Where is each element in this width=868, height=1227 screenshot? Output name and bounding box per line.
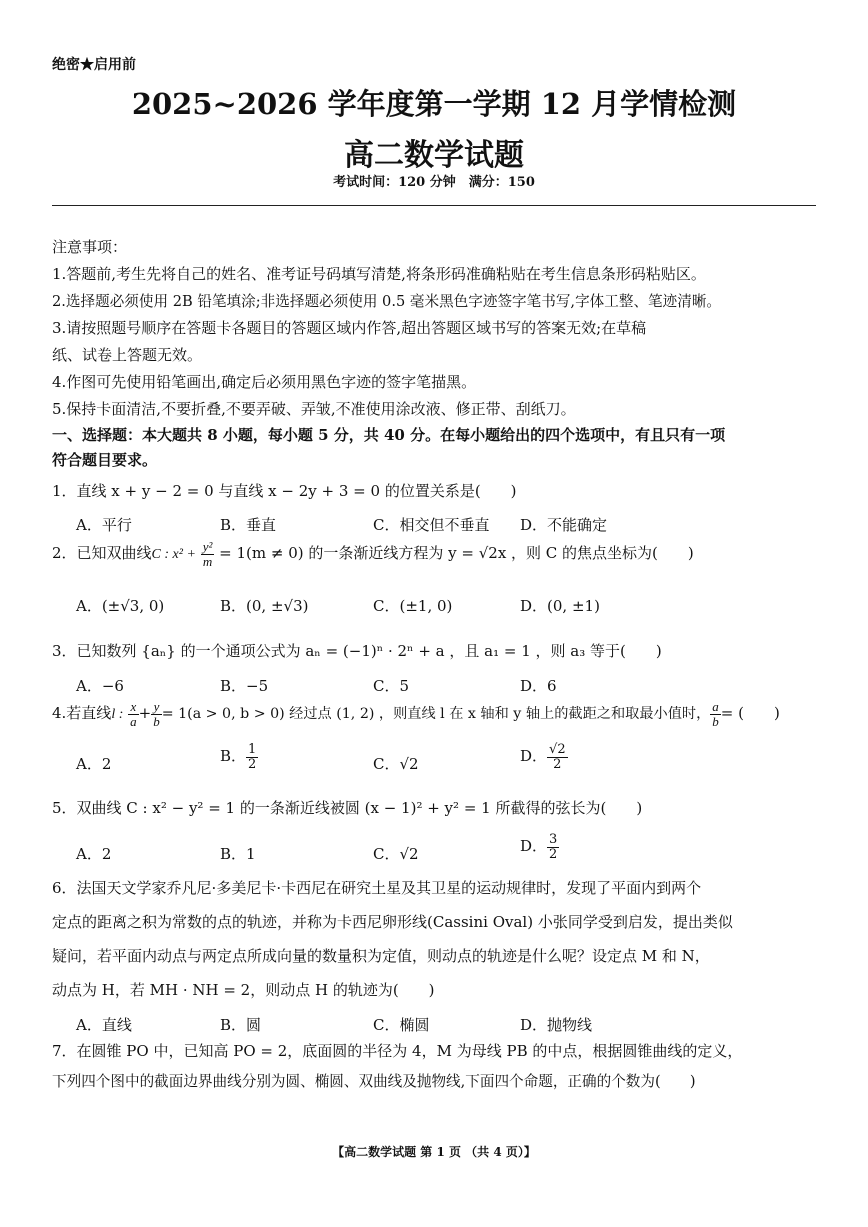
- section-heading-cont: 符合题目要求。: [52, 451, 158, 469]
- exam-title: 2025~2026 学年度第一学期 12 月学情检测: [131, 87, 737, 121]
- q5-option-d-label: D．: [520, 837, 548, 856]
- q4-option-c: C．√2: [373, 755, 419, 773]
- q5-option-b: B．1: [220, 845, 256, 863]
- question-3: 3．已知数列 {aₙ} 的一个通项公式为 aₙ = (−1)ⁿ · 2ⁿ + a ，且 a₁ = 1 ，则 a₃ 等于( ): [52, 642, 662, 660]
- q4-f2-den: b: [153, 713, 160, 729]
- q4-b-den: 2: [248, 756, 257, 772]
- q4-f2-num: y: [151, 700, 162, 715]
- notice-item: 1.答题前,考生先将自己的姓名、准考证号码填写清楚,将条形码准确粘贴在考生信息条形码粘贴区。: [52, 265, 706, 283]
- q4-option-d: [520, 743, 568, 771]
- q4-plus: +: [138, 704, 152, 723]
- q5-d-den: 2: [549, 846, 558, 862]
- q5-option-c: C．√2: [373, 845, 419, 863]
- q2-frac-num: y²: [202, 539, 213, 554]
- q4-option-d-label: D．: [520, 747, 548, 766]
- question-2: [52, 540, 694, 568]
- notice-item: 2.选择题必须使用 2B 铅笔填涂;非选择题必须使用 0.5 毫米黑色字迹签字笔书写,字体工整、笔迹清晰。: [52, 293, 722, 310]
- notice-item: 5.保持卡面清洁,不要折叠,不要弄破、弄皱,不准使用涂改液、修正带、刮纸刀。: [52, 400, 576, 418]
- q4-b-num: 1: [248, 742, 257, 757]
- exam-subject-title: 高二数学试题: [344, 138, 524, 173]
- q2-suffix: = 1(m ≠ 0) 的一条渐近线方程为 y = √2x ，则 C 的焦点坐标为( ): [219, 544, 694, 563]
- q4-d-den: 2: [553, 756, 562, 772]
- q2-option-b: B．(0, ±√3): [220, 597, 309, 615]
- q4-f3-num: a: [712, 699, 719, 714]
- q6-option-d: D．抛物线: [520, 1016, 593, 1034]
- question-6-line: 疑问，若平面内动点与两定点所成向量的数量积为定值，则动点的轨迹是什么呢？设定点 M 和 N，: [52, 947, 710, 965]
- page-footer: 【高二数学试题 第 1 页 （共 4 页）】: [332, 1145, 536, 1159]
- q2-option-d: D．(0, ±1): [520, 597, 600, 615]
- q4-line-label: l :: [111, 707, 124, 723]
- q4-prefix: 4.若直线: [52, 704, 112, 723]
- q1-option-c: C．相交但不垂直: [373, 516, 490, 534]
- question-7-line: 7．在圆锥 PO 中，已知高 PO = 2，底面圆的半径为 4，M 为母线 PB 的中点，根据圆锥曲线的定义，: [52, 1042, 743, 1060]
- q6-option-a: A．直线: [76, 1016, 132, 1034]
- q6-option-c: C．椭圆: [373, 1016, 430, 1034]
- q5-option-a: A．2: [76, 845, 112, 863]
- q4-option-d-fraction: [547, 743, 568, 771]
- q3-option-d: D．6: [520, 677, 557, 695]
- q2-option-c: C．(±1, 0): [373, 597, 453, 615]
- q2-frac-den: m: [202, 553, 213, 569]
- notice-item: 纸、试卷上答题无效。: [52, 346, 203, 364]
- q5-option-d-fraction: [547, 833, 559, 861]
- notice-item: 3.请按照题号顺序在答题卡各题目的答题区域内作答,超出答题区域书写的答案无效;在草稿: [52, 319, 647, 337]
- q5-d-num: 3: [549, 832, 558, 847]
- notice-item: 4.作图可先使用铅笔画出,确定后必须用黑色字迹的签字笔描黑。: [52, 373, 477, 391]
- q1-option-b: B．垂直: [220, 516, 277, 534]
- q4-middle: = 1(a > 0, b > 0) 经过点 (1, 2) ，则直线 l 在 x 轴和 y 轴上的截距之和取最小值时，: [161, 706, 711, 723]
- question-6-line: 动点为 H，若 MH · NH = 2，则动点 H 的轨迹为( ): [52, 981, 435, 999]
- question-4: [52, 700, 780, 728]
- exam-meta: 考试时间：120 分钟 满分：150: [333, 175, 535, 190]
- question-7-line: 下列四个图中的截面边界曲线分别为圆、椭圆、双曲线及抛物线,下面四个命题，正确的个数为( ): [52, 1073, 696, 1090]
- q1-option-d: D．不能确定: [520, 516, 608, 534]
- q4-fraction-y-b: [151, 700, 162, 728]
- q2-option-a: A．(±√3, 0): [76, 597, 165, 615]
- question-1: 1．直线 x + y − 2 = 0 与直线 x − 2y + 3 = 0 的位置关系是( ): [52, 482, 517, 500]
- q4-option-b: [220, 743, 258, 771]
- q4-option-b-label: B．: [220, 747, 247, 766]
- section-heading: 一、选择题：本大题共 8 小题，每小题 5 分，共 40 分。在每小题给出的四个选项中，有且只有一项: [52, 426, 726, 444]
- q4-fraction-a-b: [710, 700, 721, 728]
- q2-fraction: [201, 540, 215, 568]
- q6-option-b: B．圆: [220, 1016, 262, 1034]
- confidential-label: 绝密★启用前: [52, 57, 136, 73]
- question-6-line: 6．法国天文学家乔凡尼·多美尼卡·卡西尼在研究土星及其卫星的运动规律时，发现了平面内到两个: [52, 879, 702, 897]
- question-5: 5．双曲线 C : x² − y² = 1 的一条渐近线被圆 (x − 1)² + y² = 1 所截得的弦长为( ): [52, 799, 643, 817]
- q4-option-b-fraction: [246, 743, 258, 771]
- q5-option-d: [520, 833, 559, 861]
- q2-prefix: 2．已知双曲线: [52, 544, 152, 563]
- q4-option-a: A．2: [76, 755, 112, 773]
- q4-f1-num: x: [128, 700, 139, 715]
- header-divider: [52, 205, 816, 206]
- q4-d-num: √2: [549, 742, 566, 757]
- question-6-line: 定点的距离之积为常数的点的轨迹，并称为卡西尼卵形线(Cassini Oval) 小张同学受到启发，提出类似: [52, 913, 733, 931]
- q3-option-c: C．5: [373, 677, 410, 695]
- q4-f1-den: a: [130, 713, 137, 729]
- q3-option-a: A．−6: [76, 677, 124, 695]
- q4-fraction-x-a: [128, 700, 139, 728]
- q1-option-a: A．平行: [76, 516, 132, 534]
- q4-suffix: = ( ): [720, 704, 780, 723]
- notice-heading: 注意事项：: [52, 238, 128, 256]
- q2-equation-start: C : x² +: [151, 547, 196, 563]
- q3-option-b: B．−5: [220, 677, 269, 695]
- q4-f3-den: b: [712, 713, 719, 729]
